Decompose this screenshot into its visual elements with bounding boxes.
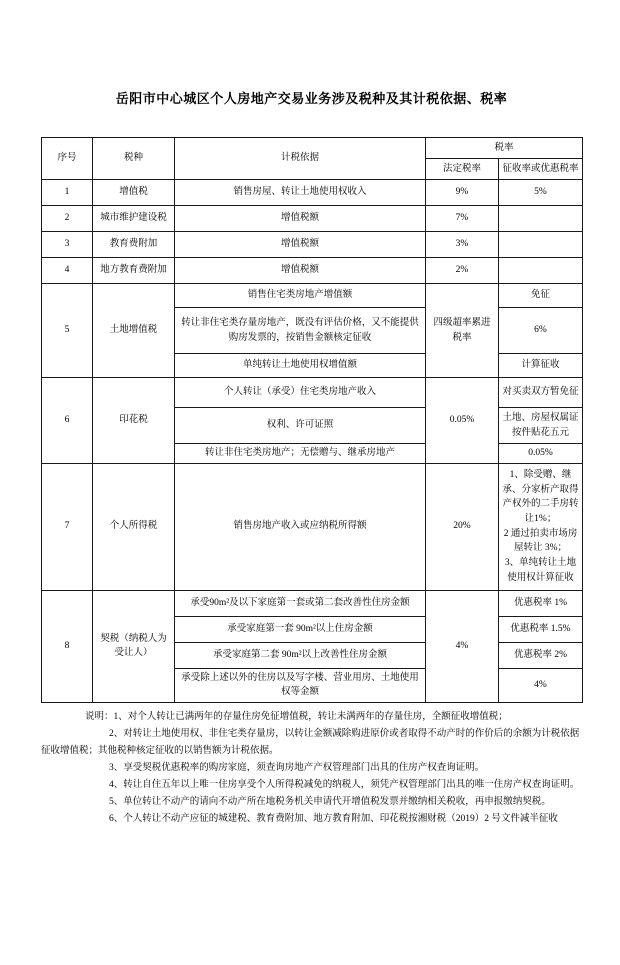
cell-tax-type: 契税（纳税人为受让人） — [93, 590, 175, 702]
cell-tax-basis: 承受家庭第一套 90m²以上住房金额 — [175, 616, 426, 642]
note-item: 4、转让自住五年以上唯一住房享受个人所得税减免的纳税人，须凭产权管理部门出具的唯一住房产权查询证明。 — [109, 780, 580, 791]
cell-tax-type: 城市维护建设税 — [93, 206, 175, 232]
note-item: 2、对转让土地使用权、非住宅类存量房，以转让金额减除购进原价或者取得不动产时的作价后的余额为计税依据征收增值税；其他税种核定征收的以销售额为计税依据。 — [41, 729, 580, 757]
cell-levy-rate: 优惠税率 2% — [499, 642, 583, 668]
cell-levy-rate: 优惠税率 1.5% — [499, 616, 583, 642]
cell-tax-type: 土地增值税 — [93, 284, 175, 378]
cell-levy-rate: 免征 — [499, 284, 583, 308]
cell-statutory-rate: 7% — [426, 206, 499, 232]
cell-levy-rate — [499, 206, 583, 232]
cell-statutory-rate: 2% — [426, 258, 499, 284]
cell-serial: 1 — [42, 180, 93, 206]
cell-serial: 4 — [42, 258, 93, 284]
cell-tax-type: 增值税 — [93, 180, 175, 206]
table-row — [42, 232, 583, 258]
col-header-tax-type: 税种 — [93, 138, 175, 180]
cell-levy-rate: 4% — [499, 668, 583, 702]
table-row — [42, 378, 583, 408]
cell-tax-type: 印花税 — [93, 378, 175, 464]
levy-rate-line: 3、单纯转让土地使用权计算征收 — [504, 558, 577, 583]
col-header-tax-basis: 计税依据 — [175, 138, 426, 180]
cell-tax-type: 地方教育费附加 — [93, 258, 175, 284]
cell-statutory-rate: 3% — [426, 232, 499, 258]
cell-levy-rate: 计算征收 — [499, 354, 583, 378]
table-row — [42, 463, 583, 590]
cell-statutory-rate: 0.05% — [426, 378, 499, 464]
cell-tax-basis: 销售房地产收入或应纳税所得额 — [175, 463, 426, 590]
cell-statutory-rate: 20% — [426, 463, 499, 590]
cell-levy-rate: 优惠税率 1% — [499, 590, 583, 616]
cell-tax-type: 个人所得税 — [93, 463, 175, 590]
cell-serial: 6 — [42, 378, 93, 464]
col-header-rate-group: 税率 — [426, 138, 583, 159]
cell-tax-basis: 承受90m²及以下家庭第一套或第二套改善性住房金额 — [175, 590, 426, 616]
cell-tax-type: 教育费附加 — [93, 232, 175, 258]
table-row — [42, 590, 583, 616]
cell-levy-rate — [499, 258, 583, 284]
notes-label: 说明： — [85, 712, 114, 723]
cell-tax-basis: 增值税额 — [175, 206, 426, 232]
levy-rate-line: 1、除受赠、继承、分家析产取得产权外的二手房转让1%； — [502, 469, 579, 524]
cell-tax-basis: 权利、许可证照 — [175, 408, 426, 444]
levy-rate-line: 2 通过拍卖市场房屋转让 3%； — [503, 528, 578, 554]
cell-serial: 2 — [42, 206, 93, 232]
cell-tax-basis: 销售房屋、转让土地使用权收入 — [175, 180, 426, 206]
note-item: 5、单位转让不动产的请向不动产所在地税务机关申请代开增值税发票并缴纳相关税收，再申报缴纳契税。 — [109, 797, 551, 808]
cell-tax-basis: 个人转让（承受）住宅类房地产收入 — [175, 378, 426, 408]
table-header-row-1 — [42, 138, 583, 159]
cell-levy-rate: 对买卖双方暂免征 — [499, 378, 583, 408]
note-text: 1、对个人转让已满两年的存量住房免征增值税，转让未满两年的存量住房，全额征收增值税； — [113, 712, 508, 723]
note-item: 3、享受契税优惠税率的购房家庭，须查询房地产产权管理部门出具的住房产权查询证明。 — [109, 763, 485, 774]
cell-levy-rate — [499, 232, 583, 258]
cell-serial: 8 — [42, 590, 93, 702]
table-row — [42, 206, 583, 232]
table-row — [42, 258, 583, 284]
cell-statutory-rate: 9% — [426, 180, 499, 206]
cell-serial: 7 — [42, 463, 93, 590]
cell-tax-basis: 单纯转让土地使用权增值额 — [175, 354, 426, 378]
col-header-statutory-rate: 法定税率 — [426, 159, 499, 180]
table-row — [42, 180, 583, 206]
cell-tax-basis: 增值税额 — [175, 232, 426, 258]
cell-tax-basis: 销售住宅类房地产增值额 — [175, 284, 426, 308]
cell-levy-rate — [499, 463, 583, 590]
note-item — [41, 709, 582, 726]
cell-levy-rate: 6% — [499, 308, 583, 354]
cell-tax-basis: 增值税额 — [175, 258, 426, 284]
cell-tax-basis: 转让非住宅类存量房地产，既没有评估价格，又不能提供购房发票的，按销售金额核定征收 — [175, 308, 426, 354]
cell-levy-rate: 土地、房屋权属证按件贴花五元 — [499, 408, 583, 444]
cell-levy-rate: 0.05% — [499, 444, 583, 464]
tax-table — [41, 137, 583, 703]
notes — [41, 709, 582, 828]
cell-tax-basis: 承受家庭第二套 90m²以上改善性住房金额 — [175, 642, 426, 668]
cell-statutory-rate: 四级超率累进税率 — [426, 284, 499, 378]
cell-serial: 3 — [42, 232, 93, 258]
document-page — [0, 88, 620, 828]
cell-tax-basis: 承受除上述以外的住房以及写字楼、营业用房、土地使用权等金额 — [175, 668, 426, 702]
col-header-levy-rate: 征收率或优惠税率 — [499, 159, 583, 180]
page-title: 岳阳市中心城区个人房地产交易业务涉及税种及其计税依据、税率 — [115, 91, 508, 106]
col-header-serial: 序号 — [42, 138, 93, 180]
note-item: 6、个人转让不动产应征的城建税、教育费附加、地方教育附加、印花税按湘财税（2019）2 号文件减半征收 — [109, 814, 558, 825]
cell-statutory-rate: 4% — [426, 590, 499, 702]
cell-serial: 5 — [42, 284, 93, 378]
table-row — [42, 284, 583, 308]
cell-levy-rate: 5% — [499, 180, 583, 206]
cell-tax-basis: 转让非住宅类房地产；无偿赠与、继承房地产 — [175, 444, 426, 464]
